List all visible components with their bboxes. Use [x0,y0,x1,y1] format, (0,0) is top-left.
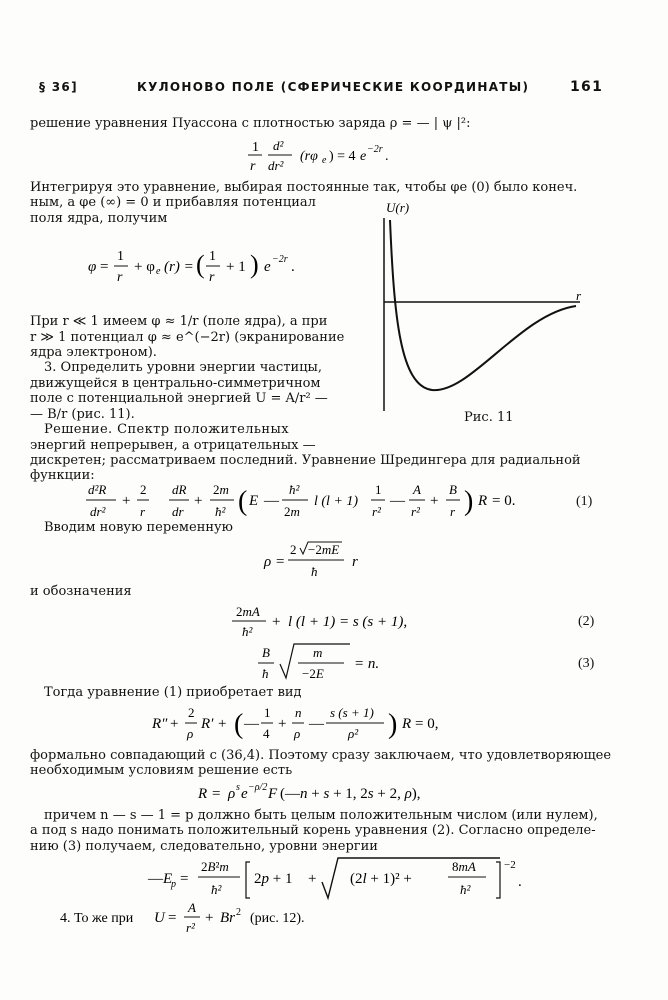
svg-text:—: — [264,493,279,509]
svg-text:dr: dr [172,504,184,519]
svg-text:ħ: ħ [262,666,269,681]
svg-text:−2r: −2r [367,144,383,155]
svg-text:—: — [244,716,259,732]
svg-text:+: + [170,716,179,732]
equation-number: (1) [576,494,593,509]
svg-text:=: = [168,910,177,926]
svg-text:+: + [205,910,214,926]
svg-text:E: E [249,493,259,509]
svg-text:F: F [268,786,278,802]
text-line: дискретен; рассматриваем последний. Уравнение Шредингера для радиальной [30,453,581,468]
svg-text:r: r [352,554,358,570]
svg-text:r: r [140,504,146,519]
svg-text:s: s [236,782,240,793]
svg-text:−ρ/2: −ρ/2 [248,782,268,793]
equation-1-render [86,478,556,526]
svg-text:r: r [209,270,215,285]
svg-text:ρ: ρ [228,786,236,802]
svg-text:8mA: 8mA [452,859,476,874]
svg-text:—E: —E [148,871,173,887]
svg-text:ħ: ħ [311,564,318,579]
svg-text:ħ²: ħ² [215,504,226,519]
text-line: движущейся в центрально-симметричном [30,376,321,391]
svg-text:.: . [291,259,295,275]
equation-transformed [150,702,510,746]
equation-number: (3) [578,656,595,671]
svg-text:B: B [262,645,270,660]
svg-text:2m: 2m [213,482,229,497]
text-line: ным, а φe (∞) = 0 и прибавляя потенциал [30,195,316,210]
svg-text:) = 4: ) = 4 [329,149,356,164]
svg-text:(: ( [234,709,244,740]
svg-text:+ φ: + φ [134,259,155,275]
svg-text:r: r [450,504,456,519]
svg-text:4: 4 [263,726,270,741]
svg-text:+: + [308,871,317,887]
svg-text:ρ²: ρ² [348,726,359,741]
svg-text:n: n [295,705,302,720]
potential-curve [390,220,576,390]
svg-text:d²R: d²R [88,482,107,497]
svg-text:(: ( [238,486,248,517]
svg-text:2B²m: 2B²m [201,859,229,874]
svg-text:r²: r² [411,504,420,519]
equation-rho [260,540,400,584]
running-title: КУЛОНОВО ПОЛЕ (СФЕРИЧЕСКИЕ КООРДИНАТЫ) [137,80,530,94]
svg-text:e: e [156,266,161,277]
svg-text:R: R [198,786,208,802]
svg-text:=: = [100,259,109,275]
svg-text:ρ: ρ [187,726,194,741]
svg-text:ρ =: ρ = [264,554,286,570]
text-line: Интегрируя это уравнение, выбирая постоянные так, чтобы φe (0) было конеч. [30,180,578,195]
text-line: Решение. Спектр положительных [44,422,289,437]
text-line: нию (3) получаем, следовательно, уровни энергии [30,839,378,854]
svg-text:−2r: −2r [272,254,288,265]
svg-text:R″: R″ [152,716,168,732]
svg-text:dr²: dr² [268,158,284,173]
svg-text:r²: r² [372,504,381,519]
svg-text:1: 1 [209,249,216,264]
svg-text:r: r [117,270,123,285]
svg-text:—: — [390,493,405,509]
text-line: необходимым условиям решение есть [30,763,293,778]
svg-text:= 0,: = 0, [415,716,439,732]
svg-text:2: 2 [236,907,241,918]
svg-text:+ 1: + 1 [226,259,246,275]
text-line: причем n — s — 1 = p должно быть целым положительным числом (или нулем), [44,808,598,823]
svg-text:e: e [241,786,248,802]
svg-text:s (s + 1): s (s + 1) [330,705,374,720]
svg-text:= n.: = n. [354,656,380,672]
svg-text:U: U [154,910,165,926]
equation-3-render [258,642,398,684]
svg-text:2: 2 [290,542,297,557]
svg-text:2: 2 [140,482,147,497]
svg-text:R: R [402,716,412,732]
equation-energy-levels [146,854,536,904]
svg-text:= 0.: = 0. [492,493,516,509]
svg-text:1: 1 [264,705,271,720]
svg-text:): ) [464,486,474,517]
svg-text:2m: 2m [284,504,300,519]
figure-caption: Рис. 11 [464,410,514,425]
svg-text:+: + [272,614,281,630]
svg-text:A: A [188,900,196,915]
svg-text:φ: φ [88,259,97,275]
svg-text:ρ: ρ [294,726,301,741]
text-line: а под s надо понимать положительный корень уравнения (2). Согласно определе- [30,823,596,838]
svg-text:—: — [309,716,324,732]
svg-text:=: = [212,786,221,802]
svg-text:(r) =: (r) = [164,259,194,275]
svg-text:2mA: 2mA [236,604,260,619]
svg-text:e: e [322,155,327,166]
svg-text:1: 1 [252,140,259,155]
svg-text:p: p [171,879,176,890]
text-line: Тогда уравнение (1) приобретает вид [44,685,302,700]
svg-text:=: = [180,871,189,887]
svg-text:e: e [360,149,367,164]
svg-text:m: m [313,645,323,660]
svg-text:l (l + 1): l (l + 1) [314,494,359,509]
svg-text:+: + [278,716,287,732]
svg-text:(рис. 12).: (рис. 12). [250,911,305,926]
svg-text:e: e [264,259,271,275]
text-line: поле с потенциальной энергией U = A/r² — [30,391,328,406]
svg-text:2p + 1: 2p + 1 [254,871,293,887]
svg-text:R: R [478,493,488,509]
svg-text:.: . [385,149,389,164]
svg-text:ħ²: ħ² [242,624,253,639]
equation-poisson-render [240,136,440,176]
svg-text:−2mE: −2mE [308,542,340,557]
text-line: 3. Определить уровни энергии частицы, [44,360,323,375]
svg-text:2: 2 [188,705,195,720]
svg-text:): ) [250,250,259,279]
text-line: — B/r (рис. 11). [30,407,135,422]
svg-text:1: 1 [375,482,382,497]
text-line: и обозначения [30,584,132,599]
text-line: формально совпадающий с (36,4). Поэтому сразу заключаем, что удовлетворяющее [30,748,612,763]
svg-text:(: ( [196,250,205,279]
equation-solution [196,780,476,806]
svg-text:B: B [449,482,457,497]
potential-plot [370,196,600,411]
text-line: решение уравнения Пуассона с плотностью заряда ρ = — | ψ |²: [30,116,471,131]
equation-2-render [230,602,450,642]
svg-text:−2: −2 [504,859,516,871]
svg-text:(—n + s + 1, 2s + 2, ρ),: (—n + s + 1, 2s + 2, ρ), [280,786,421,802]
svg-text:A: A [413,482,421,497]
svg-text:4. То же при: 4. То же при [60,911,134,926]
svg-text:1: 1 [117,249,124,264]
text-line: функции: [30,468,95,483]
section-ref: § 36] [39,80,78,94]
svg-text:(rφ: (rφ [300,149,318,164]
svg-text:Br: Br [220,910,235,926]
x-axis-label: r [576,288,582,303]
svg-text:R′: R′ [201,716,214,732]
svg-text:dr²: dr² [90,504,106,519]
svg-text:−2E: −2E [302,666,324,681]
svg-text:r²: r² [186,920,195,935]
problem-4-render [58,898,418,938]
svg-text:dR: dR [172,482,187,497]
svg-text:r: r [250,159,256,174]
svg-text:+: + [218,716,227,732]
equation-number: (2) [578,614,595,629]
y-axis-label: U(r) [386,200,410,215]
text-line: Вводим новую переменную [44,520,233,535]
svg-text:ħ²: ħ² [211,882,222,897]
text-line: ядра электроном). [30,345,157,360]
text-line: r ≫ 1 потенциал φ ≈ e^(−2r) (экранирование [30,330,345,345]
svg-text:l (l + 1) = s (s + 1),: l (l + 1) = s (s + 1), [288,614,408,630]
svg-text:.: . [518,874,522,890]
svg-text:ħ²: ħ² [460,882,471,897]
equation-phi-render [86,240,346,288]
svg-text:): ) [388,709,398,740]
svg-text:ħ²: ħ² [289,482,300,497]
text-line: энергий непрерывен, а отрицательных — [30,438,316,453]
svg-text:+: + [430,493,439,509]
text-line: поля ядра, получим [30,211,168,226]
page-number: 161 [570,79,604,95]
svg-text:+: + [122,493,131,509]
svg-text:d²: d² [273,138,284,153]
svg-text:(2l + 1)² +: (2l + 1)² + [350,871,412,887]
text-line: При r ≪ 1 имеем φ ≈ 1/r (поле ядра), а при [30,314,328,329]
svg-text:+: + [194,493,203,509]
